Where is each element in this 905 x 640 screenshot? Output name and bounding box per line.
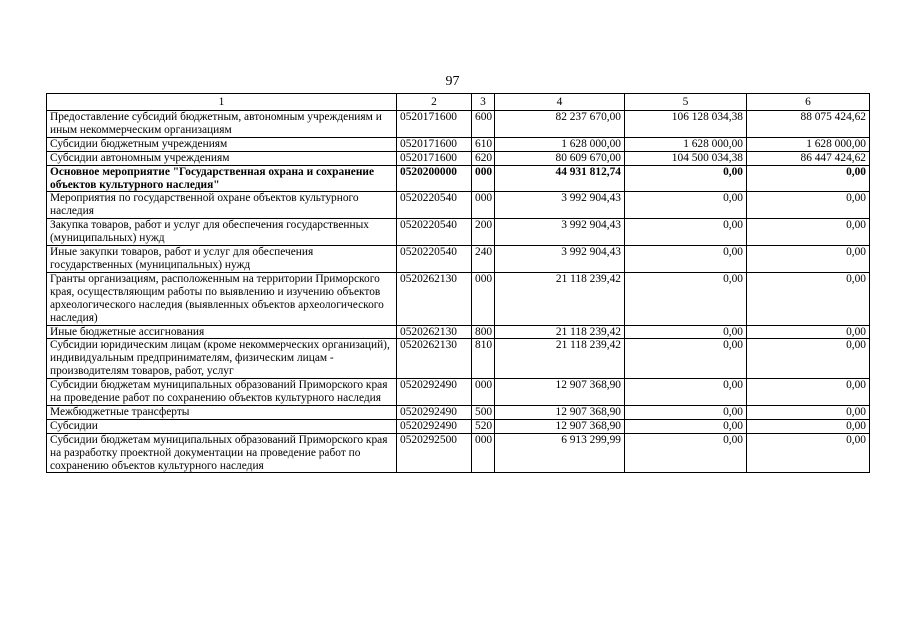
row-value-2: 0,00	[625, 433, 747, 473]
row-name: Субсидии	[47, 419, 397, 433]
row-value-3: 0,00	[747, 405, 870, 419]
budget-table	[46, 93, 870, 473]
row-value-2: 0,00	[625, 246, 747, 273]
table-row	[47, 433, 870, 473]
row-name: Субсидии автономным учреждениям	[47, 151, 397, 165]
row-type: 810	[472, 339, 495, 379]
row-type: 000	[472, 272, 495, 325]
row-value-3: 0,00	[747, 192, 870, 219]
row-value-1: 80 609 670,00	[495, 151, 625, 165]
row-code: 0520292490	[397, 405, 472, 419]
row-value-2: 0,00	[625, 272, 747, 325]
row-value-2: 1 628 000,00	[625, 137, 747, 151]
row-type: 000	[472, 379, 495, 406]
row-value-2: 0,00	[625, 419, 747, 433]
row-type: 600	[472, 111, 495, 138]
row-code: 0520292490	[397, 419, 472, 433]
row-value-3: 0,00	[747, 272, 870, 325]
row-type: 620	[472, 151, 495, 165]
row-code: 0520220540	[397, 192, 472, 219]
row-name: Гранты организациям, расположенным на территории Приморского края, осуществляющим работы по выявлению и изучению объектов археологического наследия (выявленных объектов археологического наследия)	[47, 272, 397, 325]
column-header: 6	[747, 94, 870, 111]
row-name: Закупка товаров, работ и услуг для обеспечения государственных (муниципальных) нужд	[47, 219, 397, 246]
row-code: 0520292490	[397, 379, 472, 406]
row-value-3: 0,00	[747, 165, 870, 192]
row-type: 500	[472, 405, 495, 419]
row-value-3: 0,00	[747, 246, 870, 273]
row-value-3: 88 075 424,62	[747, 111, 870, 138]
row-code: 0520262130	[397, 339, 472, 379]
table-row	[47, 246, 870, 273]
row-code: 0520200000	[397, 165, 472, 192]
row-code: 0520171600	[397, 151, 472, 165]
table-row	[47, 192, 870, 219]
table-row	[47, 111, 870, 138]
row-value-2: 0,00	[625, 405, 747, 419]
row-name: Иные закупки товаров, работ и услуг для обеспечения государственных (муниципальных) нужд	[47, 246, 397, 273]
table-row	[47, 272, 870, 325]
column-header: 4	[495, 94, 625, 111]
table-header-row	[47, 94, 870, 111]
row-name: Иные бюджетные ассигнования	[47, 325, 397, 339]
row-value-1: 6 913 299,99	[495, 433, 625, 473]
row-value-1: 82 237 670,00	[495, 111, 625, 138]
row-type: 520	[472, 419, 495, 433]
row-value-2: 104 500 034,38	[625, 151, 747, 165]
row-code: 0520171600	[397, 111, 472, 138]
row-value-1: 3 992 904,43	[495, 246, 625, 273]
table-row	[47, 137, 870, 151]
row-code: 0520171600	[397, 137, 472, 151]
row-value-1: 12 907 368,90	[495, 419, 625, 433]
row-value-1: 21 118 239,42	[495, 272, 625, 325]
table-row	[47, 165, 870, 192]
page-number: 97	[445, 74, 460, 89]
row-name: Предоставление субсидий бюджетным, автономным учреждениям и иным некоммерческим организациям	[47, 111, 397, 138]
table-row	[47, 419, 870, 433]
row-type: 240	[472, 246, 495, 273]
row-value-3: 1 628 000,00	[747, 137, 870, 151]
row-code: 0520220540	[397, 246, 472, 273]
row-code: 0520220540	[397, 219, 472, 246]
row-value-1: 12 907 368,90	[495, 405, 625, 419]
row-value-1: 12 907 368,90	[495, 379, 625, 406]
column-header: 2	[397, 94, 472, 111]
row-type: 000	[472, 165, 495, 192]
row-name: Субсидии бюджетам муниципальных образований Приморского края на проведение работ по сохранению объектов культурного наследия	[47, 379, 397, 406]
row-value-2: 0,00	[625, 165, 747, 192]
row-type: 200	[472, 219, 495, 246]
table-row	[47, 405, 870, 419]
row-type: 800	[472, 325, 495, 339]
row-type: 000	[472, 433, 495, 473]
row-name: Мероприятия по государственной охране объектов культурного наследия	[47, 192, 397, 219]
row-value-3: 0,00	[747, 325, 870, 339]
row-value-1: 21 118 239,42	[495, 325, 625, 339]
row-code: 0520262130	[397, 272, 472, 325]
row-value-2: 0,00	[625, 192, 747, 219]
column-header: 3	[472, 94, 495, 111]
table-row	[47, 379, 870, 406]
row-value-1: 21 118 239,42	[495, 339, 625, 379]
row-name: Субсидии юридическим лицам (кроме некоммерческих организаций), индивидуальным предпринимателям, физическим лицам - производителям товаров, работ, услуг	[47, 339, 397, 379]
row-value-2: 0,00	[625, 379, 747, 406]
row-value-3: 0,00	[747, 419, 870, 433]
row-value-2: 0,00	[625, 219, 747, 246]
row-value-2: 0,00	[625, 339, 747, 379]
row-value-3: 0,00	[747, 379, 870, 406]
row-value-3: 86 447 424,62	[747, 151, 870, 165]
column-header: 1	[47, 94, 397, 111]
row-name: Межбюджетные трансферты	[47, 405, 397, 419]
row-type: 000	[472, 192, 495, 219]
table-row	[47, 325, 870, 339]
table-row	[47, 339, 870, 379]
table-row	[47, 151, 870, 165]
row-type: 610	[472, 137, 495, 151]
row-value-3: 0,00	[747, 433, 870, 473]
column-header: 5	[625, 94, 747, 111]
row-name: Основное мероприятие "Государственная охрана и сохранение объектов культурного наследия"	[47, 165, 397, 192]
row-code: 0520292500	[397, 433, 472, 473]
row-value-1: 1 628 000,00	[495, 137, 625, 151]
row-name: Субсидии бюджетам муниципальных образований Приморского края на разработку проектной документации на проведение работ по сохранению объектов культурного наследия	[47, 433, 397, 473]
row-value-3: 0,00	[747, 339, 870, 379]
row-name: Субсидии бюджетным учреждениям	[47, 137, 397, 151]
row-code: 0520262130	[397, 325, 472, 339]
row-value-1: 44 931 812,74	[495, 165, 625, 192]
row-value-1: 3 992 904,43	[495, 192, 625, 219]
row-value-3: 0,00	[747, 219, 870, 246]
table-row	[47, 219, 870, 246]
row-value-1: 3 992 904,43	[495, 219, 625, 246]
row-value-2: 106 128 034,38	[625, 111, 747, 138]
row-value-2: 0,00	[625, 325, 747, 339]
